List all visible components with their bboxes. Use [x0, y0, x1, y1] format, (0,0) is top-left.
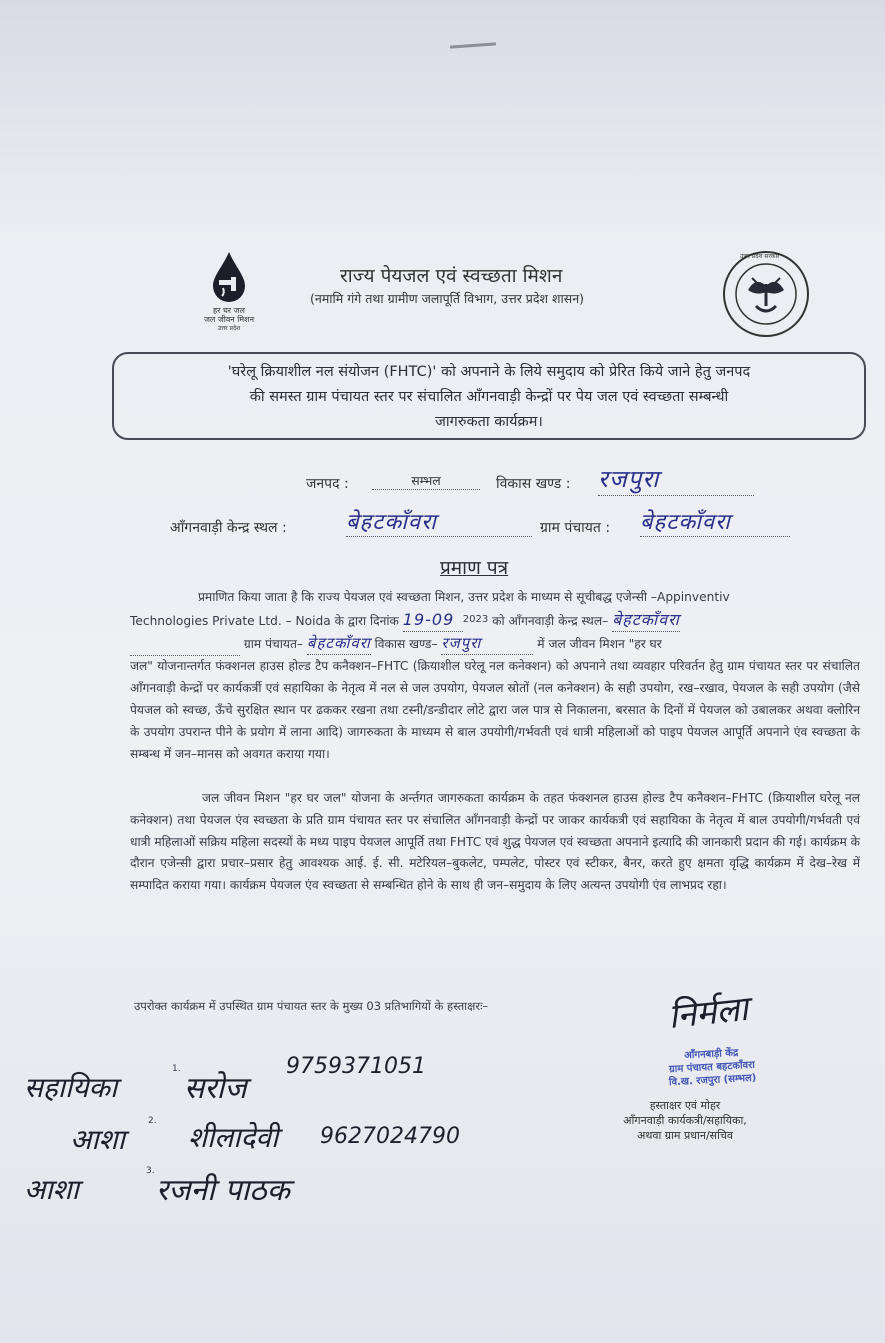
para1-line-2 — [130, 609, 860, 633]
participant-list — [24, 1054, 544, 1216]
para1-line-3-end: में जल जीवन मिशन "हर घर — [537, 636, 662, 651]
para1-line-3 — [130, 633, 860, 657]
pen-scratch-mark — [450, 42, 496, 48]
para1-line-2-start: Technologies Private Ltd. – Noida के द्वारा दिनांक — [130, 613, 399, 628]
participants-intro: उपरोक्त कार्यक्रम में उपस्थित ग्राम पंचायत स्तर के मुख्य 03 प्रतिभागियों के हस्ताक्षरः– — [134, 999, 489, 1013]
logo-line-3: उत्तर प्रदेश — [217, 325, 241, 332]
program-block: रजपुरा — [441, 633, 533, 656]
para1-line-3-mid: विकास खण्ड– — [374, 636, 438, 651]
official-stamp — [631, 1044, 793, 1091]
signatory-caption-1: हस्ताक्षर एवं मोहर — [649, 1099, 721, 1112]
anganwadi-value: बेहटकाँवरा — [346, 506, 532, 537]
certificate-paragraph-1 — [130, 587, 860, 765]
participant-name: सरोज — [184, 1071, 247, 1106]
signatory-caption-3: अथवा ग्राम प्रधान/सचिव — [636, 1129, 734, 1142]
para1-body: जल" योजनान्तर्गत फंक्शनल हाउस होल्ड टैप कनैक्शन–FHTC (क्रियाशील घरेलू नल कनेक्शन) को अपनाने तथा व्यवहार परिवर्तन हेतु ग्राम पंचायत स्तर पर संचालित आँगनवाड़ी केन्द्रों पर कार्यकर्त्री एवं सहायिका के नेतृत्व में नल से जल उपयोग, पेयजल स्रोतों (नल कनेक्शन) के सही उपयोग, रख–रखाव, पेयजल के सही उपयोग (जैसे पेयजल को स्वच्छ, ऊँचे सुरक्षित स्थान पर ढककर रखना तथा टस्नी/डन्डीदार लोटे द्वारा जल पात्र से निकालना, बरसात के दिनों में पेयजल को उबालकर अथवा क्लोरिन के उपयोग उपरान्त पीने के प्रयोग में लाना आदि) जागरुकता के माध्यम से बाल उपयोगी/गर्भवती एवं धात्री महिलाओं को पाइप पेयजल आपूर्ति अपनाने एंव स्वच्छता के सम्बन्ध में जन–मानस को अवगत कराया गया। — [130, 659, 860, 761]
certificate-title: प्रमाण पत्र — [440, 557, 509, 579]
page-title: राज्य पेयजल एवं स्वच्छता मिशन — [340, 265, 563, 287]
logo-line-2: जल जीवन मिशन — [203, 315, 255, 324]
participant-role: आशा — [70, 1123, 125, 1156]
emblem-icon — [722, 250, 810, 338]
janpad-value: सम्भल — [372, 472, 480, 490]
participant-role: आशा — [24, 1173, 79, 1206]
participant-number: 2. — [148, 1116, 157, 1126]
program-title-line-1: 'घरेलू क्रियाशील नल संयोजन (FHTC)' को अपनाने के लिये समुदाय को प्रेरित किये जाने हेतु जनपद — [227, 364, 751, 380]
gram-panchayat-label: ग्राम पंचायत : — [540, 520, 611, 536]
participant-row — [24, 1112, 544, 1164]
vikas-khand-value: रजपुरा — [598, 462, 754, 496]
para1-line-3-start: ग्राम पंचायत– — [243, 636, 303, 651]
certificate-paragraph-2: जल जीवन मिशन "हर घर जल" योजना के अर्न्तगत जागरुकता कार्यक्रम के तहत फंक्शनल हाउस होल्ड टैप कनैक्शन–FHTC (क्रियाशील घरेलू नल कनेक्शन) तथा पेयजल एंव स्वच्छता के प्रति ग्राम पंचायत स्तर पर संचालित आँगनवाड़ी केन्द्रों पर जाकर कार्यकत्री एवं सहायिका के नेतृत्व में बाल उपयोगी/गर्भवती एवं धात्री महिलाओं सक्रिय महिला सदस्यों के मध्य पाइप पेयजल आपूर्ति तथा FHTC एवं शुद्ध पेयजल एवं स्वच्छता अपनाने इत्यादि की जानकारी प्रदान की गई। कार्यक्रम के दौरान एजेन्सी द्वारा प्रचार–प्रसार हेतु आवश्यक आई. ई. सी. मटेरियल–बुकलेट, पम्पलेट, पोस्टर एवं स्टीकर, बैनर, करते हुए क्षमता वृद्धि कार्यक्रम में देख–रेख में सम्पादित कराया गया। कार्यक्रम पेयजल एंव स्वच्छता से सम्बन्धित होने के साथ ही जन–समुदाय के लिए अत्यन्त उपयोगी एंव लाभप्रद रहा। — [130, 791, 860, 893]
program-place: बेहटकाँवरा — [612, 609, 680, 632]
program-title-box — [112, 352, 866, 440]
jal-jeevan-mission-logo — [196, 250, 262, 334]
stamp-line-2: ग्राम पंचायत बहटकाँवरा — [668, 1059, 756, 1076]
supervisor-signature: निर्मला — [666, 988, 750, 1038]
participant-row — [24, 1054, 544, 1112]
vikas-khand-label: विकास खण्ड : — [496, 476, 571, 492]
participant-phone: 9627024790 — [320, 1124, 460, 1149]
up-government-seal — [722, 250, 810, 338]
signatory-caption-2: आँगनवाड़ी कार्यकत्री/सहायिका, — [623, 1114, 747, 1127]
participant-number: 1. — [172, 1064, 181, 1074]
logo-line-1: हर घर जल — [213, 306, 245, 315]
gram-panchayat-value: बेहटकाँवरा — [640, 506, 790, 537]
water-drop-icon — [209, 250, 249, 302]
program-year: 2023 — [462, 613, 489, 625]
program-panchayat: बेहटकाँवरा — [307, 633, 371, 656]
para1-line-1: प्रमाणित किया जाता है कि राज्य पेयजल एवं स्वच्छता मिशन, उत्तर प्रदेश के माध्यम से सूचीबद्ध एजेन्सी –Appinventiv — [198, 590, 730, 604]
janpad-label: जनपद : — [306, 476, 349, 492]
para1-line-2-mid: को आँगनवाड़ी केन्द्र स्थल– — [492, 613, 609, 628]
participant-row — [24, 1164, 544, 1216]
signatory-caption — [590, 1098, 780, 1143]
program-title-line-2: की समस्त ग्राम पंचायत स्तर पर संचालित आँगनवाड़ी केन्द्रों पर पेय जल एवं स्वच्छता सम्बन्धी — [249, 389, 729, 405]
blank-dots — [130, 634, 240, 657]
program-title-line-3: जागरुकता कार्यक्रम। — [435, 414, 543, 430]
seal-text: उत्तर प्रदेश सरकार — [740, 253, 780, 260]
participant-name: रजनी पाठक — [156, 1173, 290, 1208]
participant-phone: 9759371051 — [286, 1054, 426, 1079]
stamp-line-1: आँगनबाड़ी केंद्र — [684, 1047, 739, 1062]
participant-name: शीलादेवी — [188, 1121, 279, 1154]
page-subtitle: (नमामि गंगे तथा ग्रामीण जलापूर्ति विभाग, उत्तर प्रदेश शासन) — [310, 291, 585, 306]
program-date: 19-09 — [403, 609, 463, 632]
participant-number: 3. — [146, 1166, 155, 1176]
anganwadi-label: आँगनवाड़ी केन्द्र स्थल : — [170, 520, 287, 536]
participant-role: सहायिका — [24, 1071, 118, 1104]
stamp-line-3: वि.ख. रजपुरा (सम्भल) — [668, 1072, 757, 1089]
